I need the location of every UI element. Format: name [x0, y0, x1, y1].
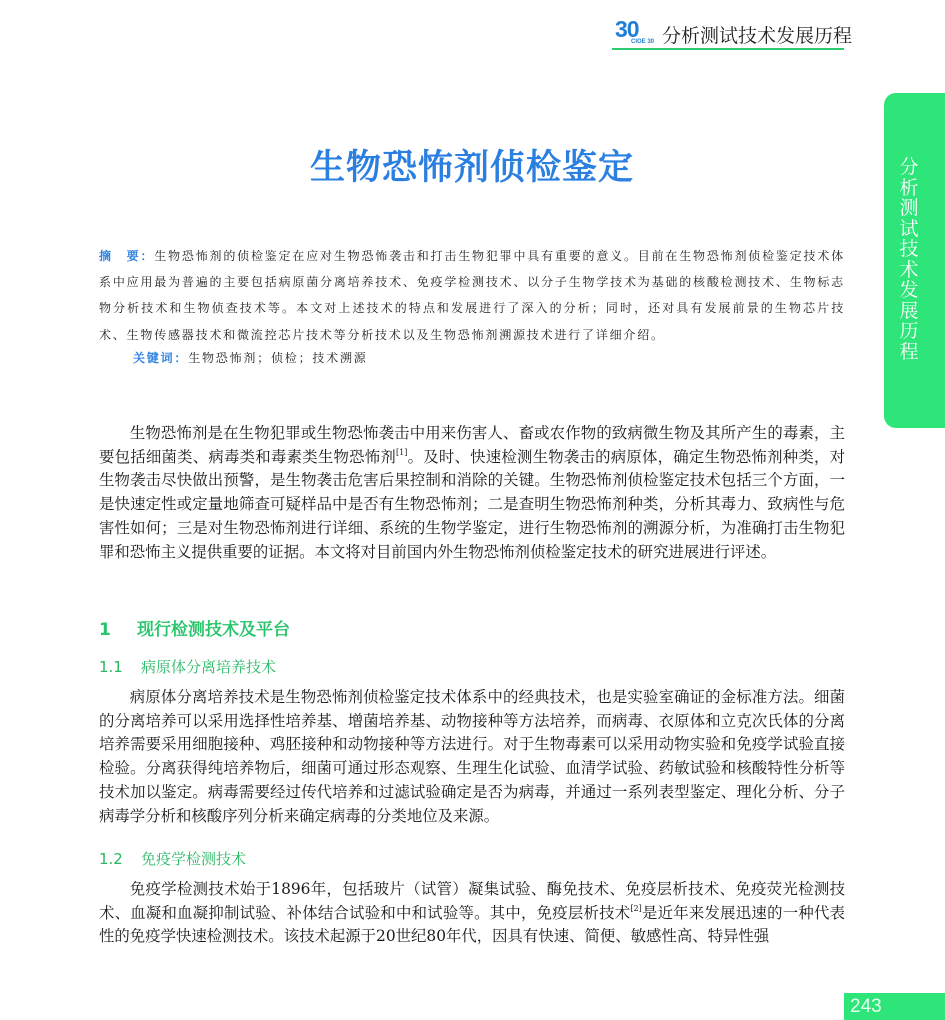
side-tab-char: 术 [899, 258, 919, 281]
intro-text-2: 。及时、快速检测生物袭击的病原体，确定生物恐怖剂种类，对生物袭击尽快做出预警，是生物袭击危害后果控制和消除的关键。生物恐怖剂侦检鉴定技术包括三个方面，一是快速定性或定量地筛查可疑样品中是否有生物恐怖剂；二是查明生物恐怖剂种类，分析其毒力、致病性与危害性如何；三是对生物恐怖剂进行详细、系统的生物学鉴定，进行生物恐怖剂的溯源分析，为准确打击生物犯罪和恐怖主义提供重要的证据。本文将对目前国内外生物恐怖剂侦检鉴定技术的研究进展进行评述。 [99, 447, 845, 561]
side-tab-char: 技 [899, 238, 919, 260]
side-tab-char: 展 [899, 299, 919, 322]
logo-number: 30 [615, 16, 639, 42]
citation-2: [2] [630, 903, 642, 913]
paragraph-1-2 [99, 878, 845, 949]
keywords-text: 生物恐怖剂；侦检；技术溯源 [188, 351, 368, 365]
side-tab-char: 分 [899, 156, 919, 178]
keywords [133, 348, 368, 368]
running-header [612, 16, 853, 50]
page-number: 243 [844, 993, 945, 1020]
intro-text-1: 生物恐怖剂是在生物犯罪或生物恐怖袭击中用来伤害人、畜或农作物的致病微生物及其所产生的毒素，主要包括细菌类、病毒类和毒素类生物恐怖剂 [99, 424, 845, 466]
citation-1: [1] [395, 447, 408, 457]
side-tab-char: 析 [899, 176, 919, 199]
side-tab-text [884, 157, 934, 362]
abstract [99, 243, 845, 348]
subsection-title: 病原体分离培养技术 [141, 658, 277, 676]
paragraph-1-2-text-1: 免疫学检测技术始于1896年，包括玻片（试管）凝集试验、酶免技术、免疫层析技术、免疫荧光检测技术、血凝和血凝抑制试验、补体结合试验和中和试验等。其中，免疫层析技术 [99, 880, 845, 922]
subsection-heading-1-1 [99, 656, 276, 677]
abstract-label: 摘 要： [99, 249, 155, 263]
keywords-label: 关键词： [133, 351, 189, 365]
side-chapter-tab [884, 93, 945, 428]
subsection-number: 1.2 [99, 850, 123, 868]
side-tab-char: 测 [899, 197, 919, 219]
logo-caption: CIOE 30 [631, 39, 655, 45]
side-tab-char: 发 [899, 279, 919, 301]
section-heading-1 [99, 615, 290, 640]
paragraph-1-2-text-2: 是近年来发展迅速的一种代表性的免疫学快速检测技术。该技术起源于20世纪80年代，因具有快速、简便、敏感性高、特异性强 [99, 903, 845, 946]
side-tab-char: 历 [899, 320, 919, 342]
abstract-text: 生物恐怖剂的侦检鉴定在应对生物恐怖袭击和打击生物犯罪中具有重要的意义。目前在生物恐怖剂侦检鉴定技术体系中应用最为普遍的主要包括病原菌分离培养技术、免疫学检测技术、以分子生物学技术为基础的核酸检测技术、生物标志物分析技术和生物侦查技术等。本文对上述技术的特点和发展进行了深入的分析；同时，还对具有发展前景的生物芯片技术、生物传感器技术和微流控芯片技术等分析技术以及生物恐怖剂溯源技术进行了详细介绍。 [99, 249, 845, 342]
subsection-title: 免疫学检测技术 [141, 850, 247, 868]
subsection-number: 1.1 [99, 658, 123, 676]
header-title: 分析测试技术发展历程 [662, 26, 853, 47]
subsection-heading-1-2 [99, 848, 246, 869]
article-title: 生物恐怖剂侦检鉴定 [309, 148, 634, 188]
side-tab-char: 程 [899, 340, 919, 363]
section-number: 1 [99, 620, 111, 640]
paragraph-1-1: 病原体分离培养技术是生物恐怖剂侦检鉴定技术体系中的经典技术，也是实验室确证的金标准方法。细菌的分离培养可以采用选择性培养基、增菌培养基、动物接种等方法培养，而病毒、衣原体和立克次氏体的分离培养需要采用细胞接种、鸡胚接种和动物接种等方法进行。对于生物毒素可以采用动物实验和免疫学试验直接检验。分离获得纯培养物后，细菌可通过形态观察、生理生化试验、血清学试验、药敏试验和核酸特性分析等技术加以鉴定。病毒需要经过传代培养和过滤试验确定是否为病毒，并通过一系列表型鉴定、理化分析、分子病毒学分析和核酸序列分析来确定病毒的分类地位及来源。 [99, 688, 845, 825]
anniversary-logo [615, 16, 661, 46]
section-title: 现行检测技术及平台 [137, 620, 290, 640]
intro-paragraph [99, 422, 845, 564]
side-tab-char: 试 [899, 217, 919, 240]
